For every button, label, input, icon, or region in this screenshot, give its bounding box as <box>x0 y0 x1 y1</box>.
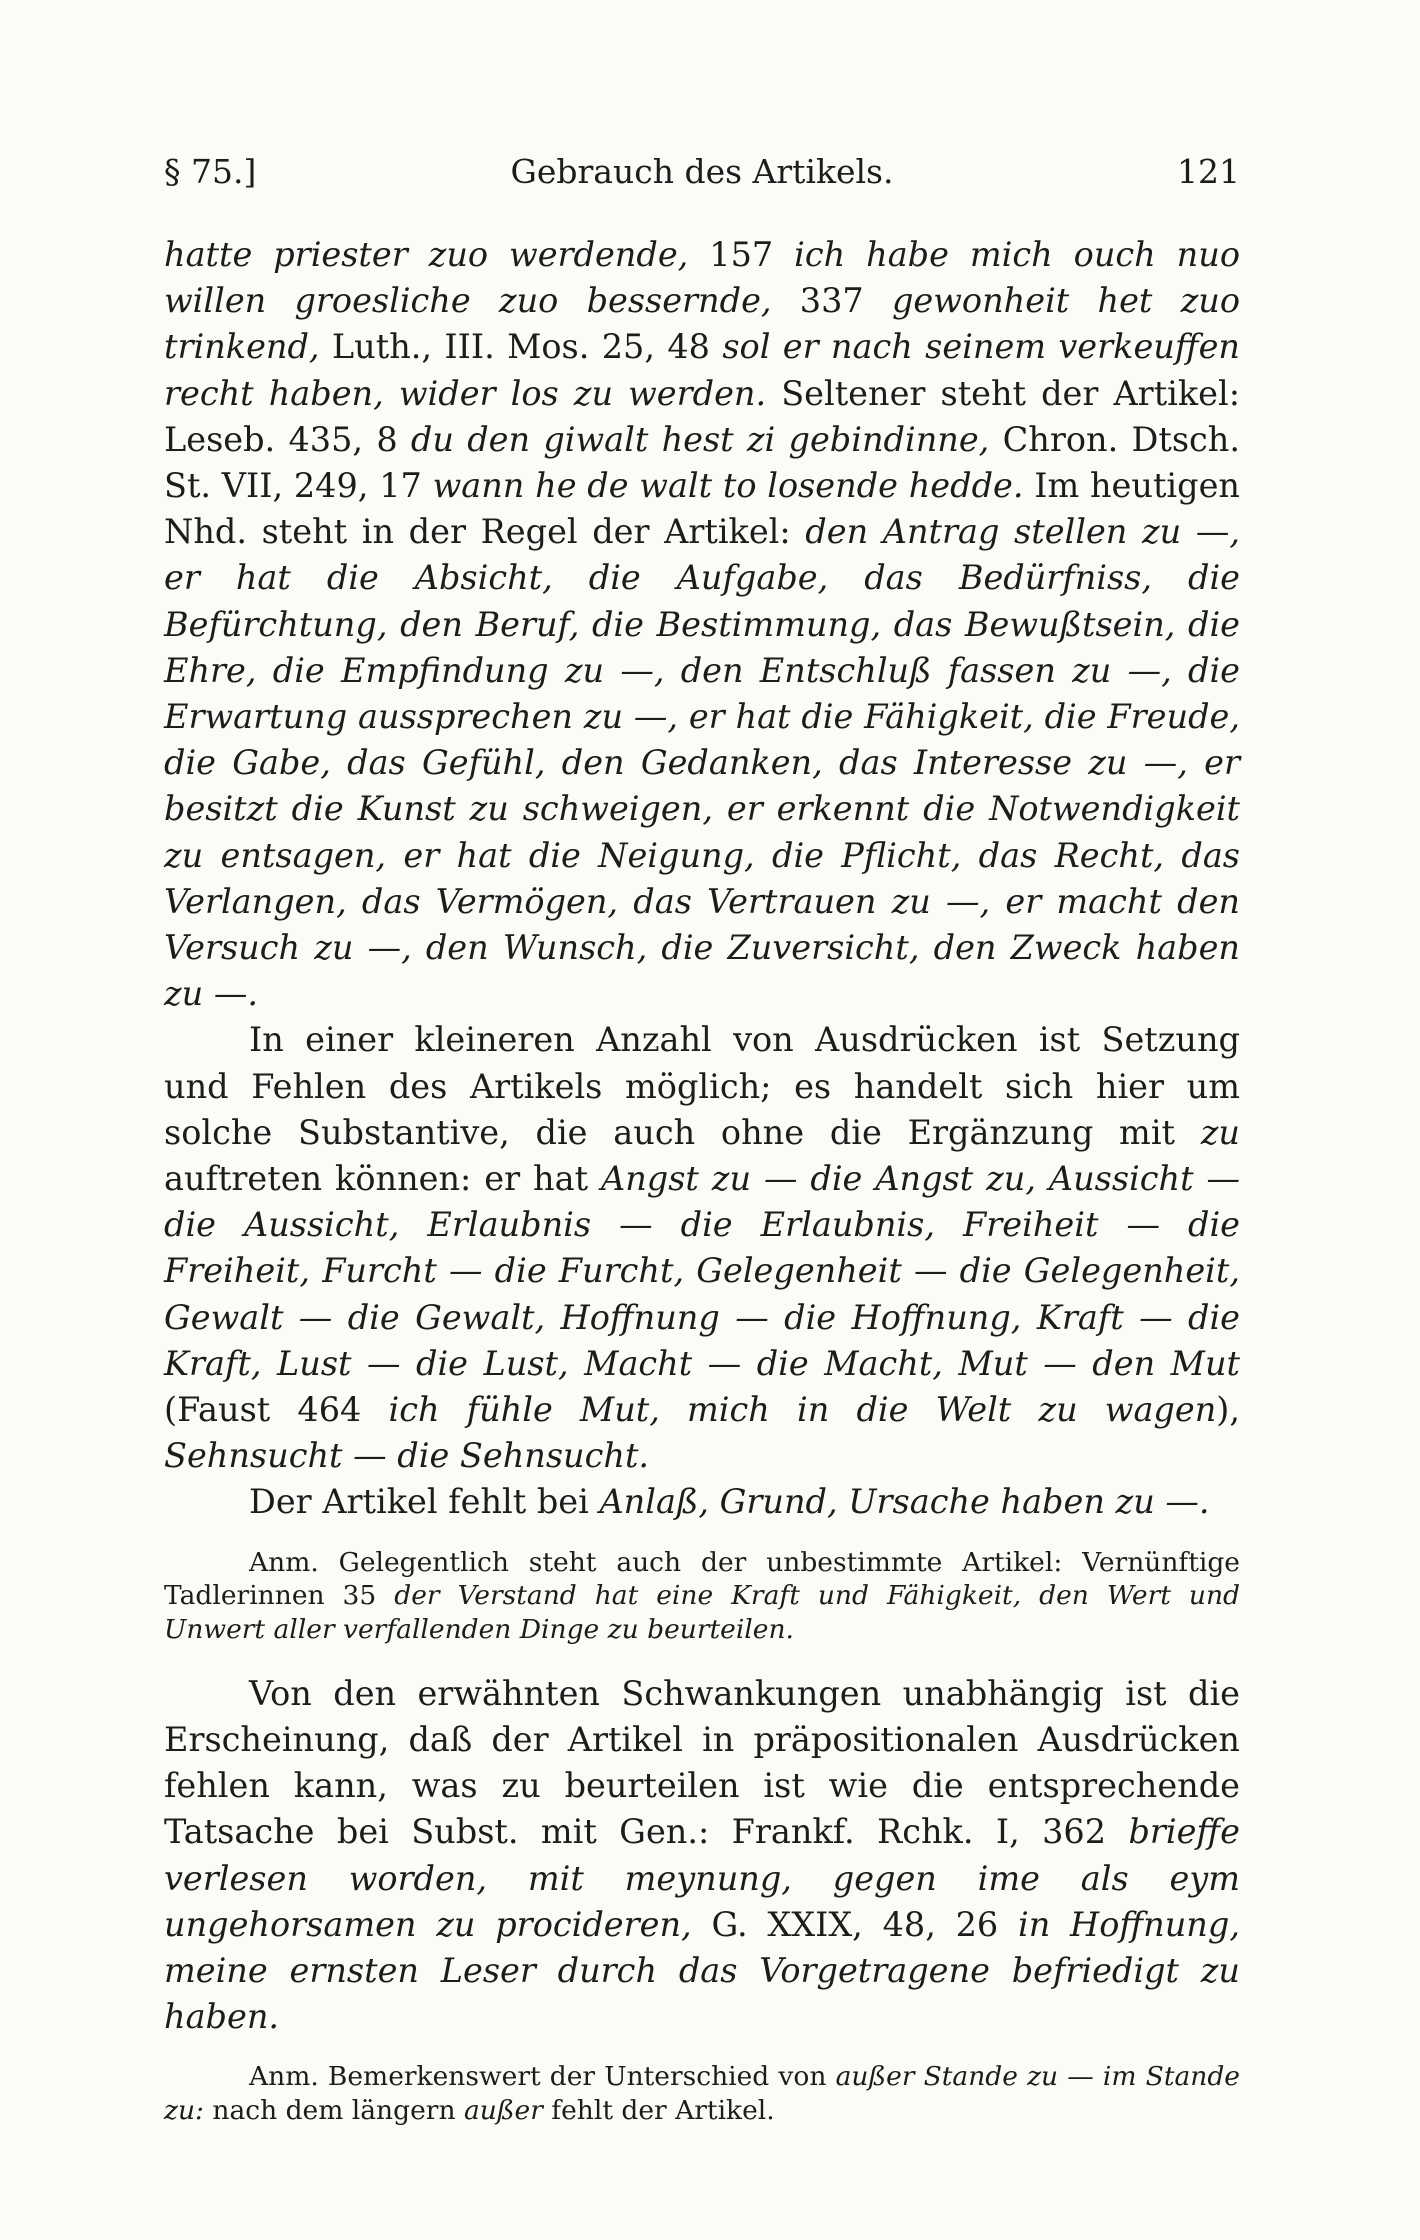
italic-text-run: ich fühle Mut, mich in die Welt zu wagen <box>388 1390 1217 1430</box>
italic-text-run: in Hoffnung, meine ernsten Leser durch das Vorgetragene befriedigt zu haben. <box>164 1904 1240 2037</box>
italic-text-run: gewonheit het zuo trinkend, <box>164 281 1240 367</box>
text-run: Chron. Dtsch. St. VII, 249, 17 <box>164 419 1240 506</box>
italic-text-run: hatte priester zuo werdende, <box>164 235 710 274</box>
running-title: Gebrauch des Artikels. <box>510 152 894 191</box>
text-run: Luth., III. Mos. 25, 48 <box>331 327 723 367</box>
text-run: Der Artikel fehlt bei <box>249 1482 600 1522</box>
text-run: Von den erwähnten Schwankungen unabhängig ist die Erscheinung, daß der Artikel in präpositionalen Ausdrücken fehlen kann, was zu beurteilen ist wie die entsprechende Tatsache bei Subst. mit Gen.: Frankf. Rchk. I, 362 <box>164 1673 1240 1852</box>
text-run: Im heutigen Nhd. steht in der Regel der Artikel: <box>164 466 1240 552</box>
italic-text-run: Angst zu — die Angst zu, Aussicht — die Aussicht, Erlaubnis — die Erlaubnis, Freiheit — die Freiheit, Furcht — die Furcht, Gelegenheit — die Gelegenheit, Gewalt — die Gewalt, Hoffnung — die Hoffnung, Kraft — die Kraft, Lust — die Lust, Macht — die Macht, Mut — den Mut <box>164 1159 1240 1383</box>
text-run: Anm. Bemerkenswert der Unterschied von <box>249 2061 836 2093</box>
italic-text-run: ich habe mich ouch nuo willen groesliche zuo bessernde, <box>164 235 1241 321</box>
italic-text-run: Anlaß, Grund, Ursache haben zu —. <box>599 1482 1210 1522</box>
paragraph-examples <box>164 232 1240 1017</box>
text-run: Seltener steht der Artikel: Leseb. 435, 8 <box>164 373 1240 459</box>
text-run: 157 <box>709 235 795 274</box>
italic-text-run: Sehnsucht — die Sehnsucht. <box>164 1436 650 1476</box>
italic-text-run: wann he de walt to losende hedde. <box>432 466 1035 506</box>
page-number: 121 <box>1177 152 1240 191</box>
footnote-ausser-stande <box>164 2060 1240 2127</box>
italic-text-run: der Verstand hat eine Kraft und Fähigkeit, den Wert und Unwert aller verfallenden Dinge zu beurteilen. <box>164 1580 1240 1646</box>
text-run: In einer kleineren Anzahl von Ausdrücken ist Setzung und Fehlen des Artikels möglich; es handelt sich hier um solche Substantive, die auch ohne die Ergänzung mit <box>164 1020 1240 1152</box>
text-run: ), <box>1216 1390 1240 1430</box>
paragraph-optional-article <box>164 1017 1240 1479</box>
text-run: Anm. Gelegentlich steht auch der unbestimmte Artikel: Vernünftige Tadlerinnen 35 <box>164 1546 1240 1612</box>
running-header <box>164 150 1240 194</box>
section-reference: § 75.] <box>164 152 257 191</box>
text-run: (Faust 464 <box>164 1390 389 1430</box>
text-run: G. XXIX, 48, 26 <box>711 1904 1018 1944</box>
italic-text-run: außer <box>463 2095 552 2127</box>
text-run: 337 <box>799 281 892 321</box>
text-run: nach dem längern <box>212 2095 464 2127</box>
text-run: auftreten können: er hat <box>164 1159 601 1199</box>
page-body <box>164 232 1240 2152</box>
italic-text-run: zu <box>1200 1112 1240 1152</box>
italic-text-run: den Antrag stellen zu —, er hat die Absicht, die Aufgabe, das Bedürfniss, die Befürchtung, den Beruf, die Bestimmung, das Bewußtsein, die Ehre, die Empfindung zu —, den Entschluß fassen zu —, die Erwartung aussprechen zu —, er hat die Fähigkeit, die Freude, die Gabe, das Gefühl, den Gedanken, das Interesse zu —, er besitzt die Kunst zu schweigen, er erkennt die Notwendigkeit zu entsagen, er hat die Neigung, die Pflicht, das Recht, das Verlangen, das Vermögen, das Vertrauen zu —, er macht den Versuch zu —, den Wunsch, die Zuversicht, den Zweck haben zu —. <box>164 512 1240 1014</box>
text-run: fehlt der Artikel. <box>551 2095 775 2127</box>
footnote-indefinite-article <box>164 1546 1240 1647</box>
italic-text-run: außer Stande zu — im Stande zu: <box>164 2061 1240 2127</box>
paragraph-article-missing <box>164 1479 1240 1525</box>
italic-text-run: du den giwalt hest zi gebindinne, <box>410 419 1003 459</box>
italic-text-run: sol er nach seinem verkeuffen recht haben, wider los zu werden. <box>164 327 1240 413</box>
italic-text-run: brieffe verlesen worden, mit meynung, gegen ime als eym ungehorsamen zu procideren, <box>164 1812 1240 1944</box>
paragraph-prepositional <box>164 1671 1240 2041</box>
